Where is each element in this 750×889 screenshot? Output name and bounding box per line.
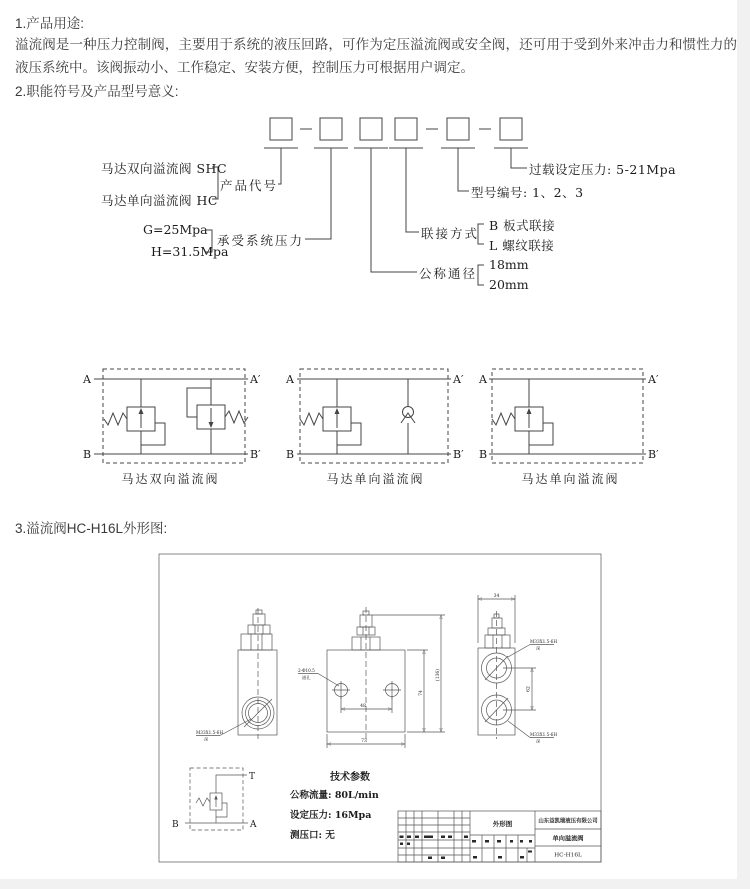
dim-width: 73 [361, 739, 367, 744]
circuit-diagram-unidirectional [478, 366, 663, 488]
circuit2-caption: 马达单向溢流阀 [326, 472, 425, 486]
section2-heading: 2.职能符号及产品型号意义: [15, 84, 179, 99]
label-shc: 马达双向溢流阀 SHC [101, 161, 228, 176]
outline-view-front [298, 607, 445, 748]
relief-valve-symbol-right [187, 379, 248, 454]
label-product-code: 产品代号 [220, 178, 279, 193]
port-a-label: A [286, 373, 294, 386]
label-hc: 马达单向溢流阀 HC [101, 193, 218, 208]
model-code-diagram [0, 105, 750, 305]
circuit1-linework [78, 366, 263, 466]
tech-params-flow: 公称流量: 80L/min [290, 790, 379, 801]
outline-drawing [158, 553, 602, 863]
label-h-pressure: H=31.5Mpa [151, 244, 229, 259]
title-block-illegible-marks [400, 836, 533, 860]
dim-width-top: 34 [493, 594, 500, 599]
label-connection-b: B 板式联接 [489, 218, 556, 233]
title-block-model: HC-H16L [554, 852, 582, 859]
thread-callout-left: M33X1.5-6H [196, 730, 223, 735]
symbol-port-b: B [172, 820, 179, 830]
check-valve-symbol [401, 379, 415, 454]
dim-total-height: (136) [436, 668, 441, 682]
thread-callout-left-sub: 深 [204, 736, 209, 742]
model-code-leaders [206, 148, 528, 285]
model-code-boxes [270, 118, 522, 140]
relief-valve-symbol-left [104, 379, 165, 454]
mount-holes-callout: 2-Φ10.5 [298, 668, 315, 673]
title-block-product: 单向溢流阀 [552, 835, 584, 843]
title-block-company: 山东益凯瑞液压有限公司 [538, 818, 598, 825]
page-edge-bottom [0, 879, 750, 889]
label-connection-type: 联接方式 [421, 226, 480, 241]
tech-params-gauge: 测压口: 无 [290, 830, 335, 841]
outline-view-left [196, 608, 277, 743]
page-edge-right [737, 0, 750, 889]
port-a2-label: A′ [453, 373, 464, 386]
thread-callout-top: M33X1.5-6H [530, 639, 557, 644]
label-connection-l: L 螺纹联接 [489, 238, 555, 253]
port-a2-label: A′ [648, 373, 659, 386]
port-b2-label: B′ [648, 448, 659, 461]
port-b2-label: B′ [250, 448, 261, 461]
circuit2-linework [283, 366, 468, 466]
dim-height: 74 [419, 690, 424, 696]
label-g-pressure: G=25Mpa [143, 222, 208, 237]
section3-heading: 3.溢流阀HC-H16L外形图: [15, 521, 168, 536]
symbol-port-t: T [249, 772, 256, 782]
outline-view-right [478, 593, 557, 745]
tech-params-title: 技术参数 [330, 772, 370, 783]
circuit1-caption: 马达双向溢流阀 [121, 472, 220, 486]
title-block-view-name: 外形图 [492, 820, 513, 828]
circuit-diagram-bidirectional [78, 366, 263, 488]
dim-port-span: 62 [526, 686, 532, 692]
port-a-label: A [479, 373, 487, 386]
relief-valve-symbol [492, 379, 553, 454]
mount-holes-callout-sub: 通孔 [302, 675, 311, 680]
outline-title-block [398, 811, 601, 862]
symbol-port-a: A [250, 820, 257, 830]
label-bore-20: 20mm [489, 277, 529, 292]
label-system-pressure: 承受系统压力 [217, 233, 305, 248]
section1-paragraph: 溢流阀是一种压力控制阀，主要用于系统的液压回路，可作为定压溢流阀或安全阀，还可用于受到外来冲击力和惯性力的液压系统中。该阀振动小、工作稳定、安装方便，控制压力可根据用户调定。 [15, 37, 737, 75]
tech-params-pressure: 设定压力: 16Mpa [290, 810, 372, 821]
port-b2-label: B′ [453, 448, 464, 461]
thread-callout-bottom-sub: 深 [536, 738, 541, 744]
label-bore-18: 18mm [489, 257, 529, 272]
outline-tech-params [290, 770, 379, 841]
port-b-label: B [479, 448, 488, 461]
label-model-number: 型号编号: 1、2、3 [471, 185, 584, 200]
relief-valve-symbol [300, 379, 361, 454]
outline-drawing-sheet [158, 553, 602, 863]
circuit3-caption: 马达单向溢流阀 [521, 472, 620, 486]
port-a2-label: A′ [250, 373, 261, 386]
circuit3-linework [478, 366, 663, 466]
circuit-diagram-unidirectional-check [283, 366, 468, 488]
port-b-label: B [286, 448, 295, 461]
outline-hydraulic-symbol [172, 768, 257, 830]
label-bore: 公称通径 [419, 266, 478, 281]
label-overload-pressure: 过载设定压力: 5-21Mpa [529, 162, 677, 177]
thread-callout-top-sub: 深 [536, 645, 541, 651]
port-b-label: B [83, 448, 92, 461]
dim-hole-span: 48 [360, 704, 366, 709]
thread-callout-bottom: M33X1.5-6H [530, 732, 557, 737]
section1-heading: 1.产品用途: [15, 16, 85, 31]
port-a-label: A [83, 373, 91, 386]
